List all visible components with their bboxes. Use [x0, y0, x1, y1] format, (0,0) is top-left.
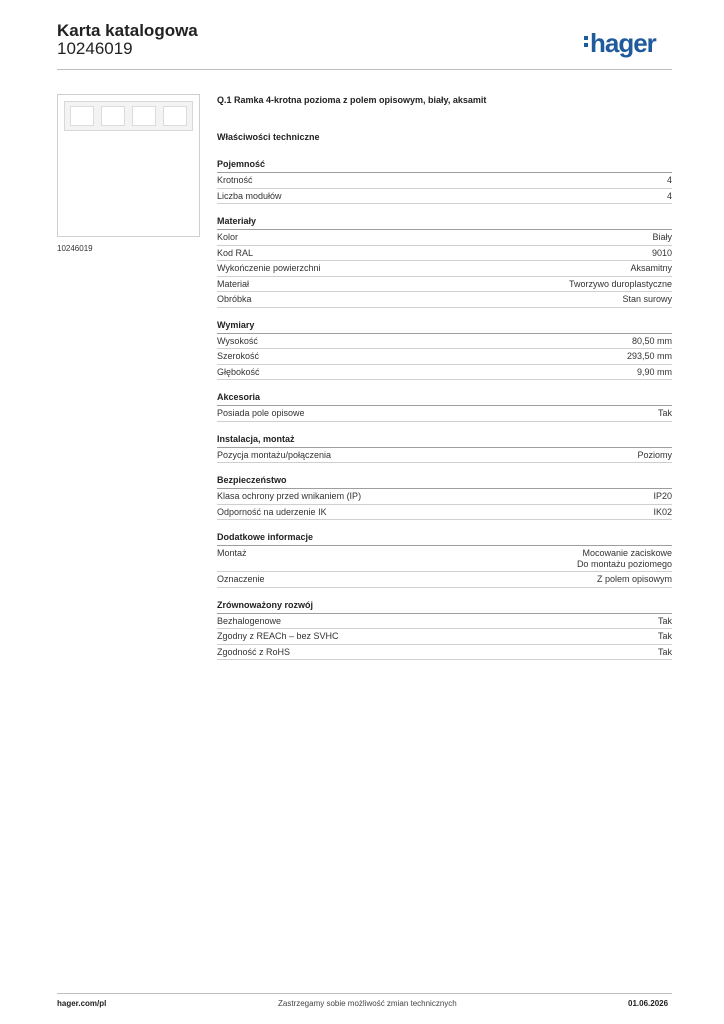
- spec-group: [217, 159, 672, 204]
- footer-notice: Zastrzegamy sobie możliwość zmian technicznych: [278, 999, 457, 1008]
- spec-row: [217, 334, 672, 350]
- group-title: Dodatkowe informacje: [217, 532, 672, 546]
- spec-label: Klasa ochrony przed wnikaniem (IP): [217, 491, 362, 501]
- spec-value: Biały: [652, 232, 672, 242]
- spec-group: [217, 392, 672, 422]
- spec-row: [217, 189, 672, 205]
- spec-value: 4: [666, 190, 672, 201]
- spec-label: Szerokość: [217, 351, 260, 361]
- spec-label: Bezhalogenowe: [217, 615, 282, 626]
- spec-label: Posiada pole opisowe: [217, 408, 305, 418]
- spec-value-wrap: [653, 491, 672, 502]
- spec-value: Stan surowy: [622, 294, 672, 304]
- logo-text: hager: [590, 28, 656, 58]
- header-divider: [57, 69, 672, 70]
- footer-divider: [57, 993, 672, 994]
- spec-value-wrap: [658, 408, 672, 419]
- spec-row: [217, 489, 672, 505]
- spec-row: [217, 173, 672, 189]
- spec-group: [217, 320, 672, 381]
- spec-value: 80,50 mm: [631, 335, 672, 346]
- spec-group: [217, 216, 672, 308]
- spec-row: [217, 246, 672, 262]
- spec-label: Materiał: [217, 278, 250, 289]
- group-title: Pojemność: [217, 159, 672, 173]
- spec-label: Pozycja montażu/połączenia: [217, 449, 332, 460]
- spec-label: Odporność na uderzenie IK: [217, 506, 327, 517]
- logo-dots-icon: [584, 36, 588, 50]
- spec-row: [217, 546, 672, 572]
- group-title: Akcesoria: [217, 392, 672, 406]
- spec-label: Krotność: [217, 175, 253, 185]
- spec-value: Poziomy: [637, 449, 672, 460]
- spec-row: [217, 645, 672, 661]
- spec-value-wrap: [577, 548, 672, 569]
- spec-value-wrap: [637, 450, 672, 461]
- spec-label: Liczba modułów: [217, 190, 282, 201]
- spec-value: Aksamitny: [630, 263, 672, 273]
- spec-value-wrap: [658, 616, 672, 627]
- spec-value-wrap: [632, 336, 672, 347]
- group-title: Bezpieczeństwo: [217, 475, 672, 489]
- spec-value-wrap: [658, 647, 672, 658]
- spec-value: Tak: [657, 646, 672, 657]
- section-title: Właściwości techniczne: [217, 132, 320, 142]
- spec-value-secondary: Do montażu poziomego: [576, 558, 672, 569]
- spec-label: Wysokość: [217, 335, 258, 346]
- spec-label: Obróbka: [217, 294, 252, 304]
- product-code: 10246019: [57, 39, 133, 58]
- spec-row: [217, 292, 672, 308]
- footer-website: hager.com/pl: [57, 999, 107, 1008]
- spec-value-wrap: [653, 507, 672, 518]
- spec-label: Oznaczenie: [217, 574, 265, 584]
- spec-value-wrap: [569, 279, 672, 290]
- spec-label: Zgodny z REACh – bez SVHC: [217, 631, 339, 641]
- spec-value-wrap: [627, 351, 672, 362]
- spec-value: Tworzywo duroplastyczne: [568, 278, 672, 289]
- spec-group: [217, 434, 672, 464]
- spec-content: [217, 95, 672, 672]
- spec-row: [217, 448, 672, 464]
- spec-value-wrap: [667, 191, 672, 202]
- spec-row: [217, 505, 672, 521]
- footer-date: 01.06.2026: [628, 999, 669, 1008]
- spec-value-wrap: [597, 574, 672, 585]
- spec-label: Kod RAL: [217, 247, 254, 258]
- spec-value-wrap: [658, 631, 672, 642]
- frame-illustration-icon: [64, 101, 193, 131]
- spec-label: Zgodność z RoHS: [217, 646, 291, 657]
- product-title: Q.1 Ramka 4-krotna pozioma z polem opisowym, biały, aksamit: [217, 95, 487, 105]
- image-caption: 10246019: [57, 244, 93, 253]
- group-title: Instalacja, montaż: [217, 434, 672, 448]
- spec-group: [217, 475, 672, 520]
- spec-label: Wykończenie powierzchni: [217, 263, 321, 273]
- spec-value: Tak: [657, 408, 672, 418]
- spec-value-wrap: [652, 232, 672, 243]
- document-title: Karta katalogowa: [57, 21, 198, 40]
- spec-value: Z polem opisowym: [596, 574, 672, 584]
- spec-row: [217, 406, 672, 422]
- spec-value: 293,50 mm: [626, 351, 672, 361]
- group-title: Materiały: [217, 216, 672, 230]
- spec-row: [217, 365, 672, 381]
- spec-value-wrap: [630, 263, 672, 274]
- spec-row: [217, 614, 672, 630]
- spec-group: [217, 532, 672, 588]
- group-title: Zrównoważony rozwój: [217, 600, 672, 614]
- spec-value: Tak: [657, 615, 672, 626]
- spec-value: Mocowanie zaciskowe: [582, 548, 672, 558]
- spec-value-wrap: [652, 248, 672, 259]
- spec-value-wrap: [622, 294, 672, 305]
- spec-row: [217, 572, 672, 588]
- spec-group: [217, 600, 672, 661]
- hager-logo: [590, 28, 656, 58]
- spec-row: [217, 261, 672, 277]
- spec-row: [217, 230, 672, 246]
- product-image: [57, 94, 200, 237]
- spec-row: [217, 277, 672, 293]
- spec-value: 9,90 mm: [636, 366, 672, 377]
- spec-row: [217, 349, 672, 365]
- spec-label: Głębokość: [217, 366, 260, 377]
- spec-groups: [217, 159, 672, 660]
- spec-label: Kolor: [217, 232, 239, 242]
- spec-value: IP20: [653, 491, 672, 501]
- spec-value: Tak: [657, 631, 672, 641]
- spec-row: [217, 629, 672, 645]
- group-title: Wymiary: [217, 320, 672, 334]
- spec-value-wrap: [667, 175, 672, 186]
- spec-value: 4: [666, 175, 672, 185]
- spec-value: IK02: [653, 506, 672, 517]
- spec-value-wrap: [637, 367, 672, 378]
- spec-label: Montaż: [217, 548, 247, 558]
- spec-value: 9010: [651, 247, 672, 258]
